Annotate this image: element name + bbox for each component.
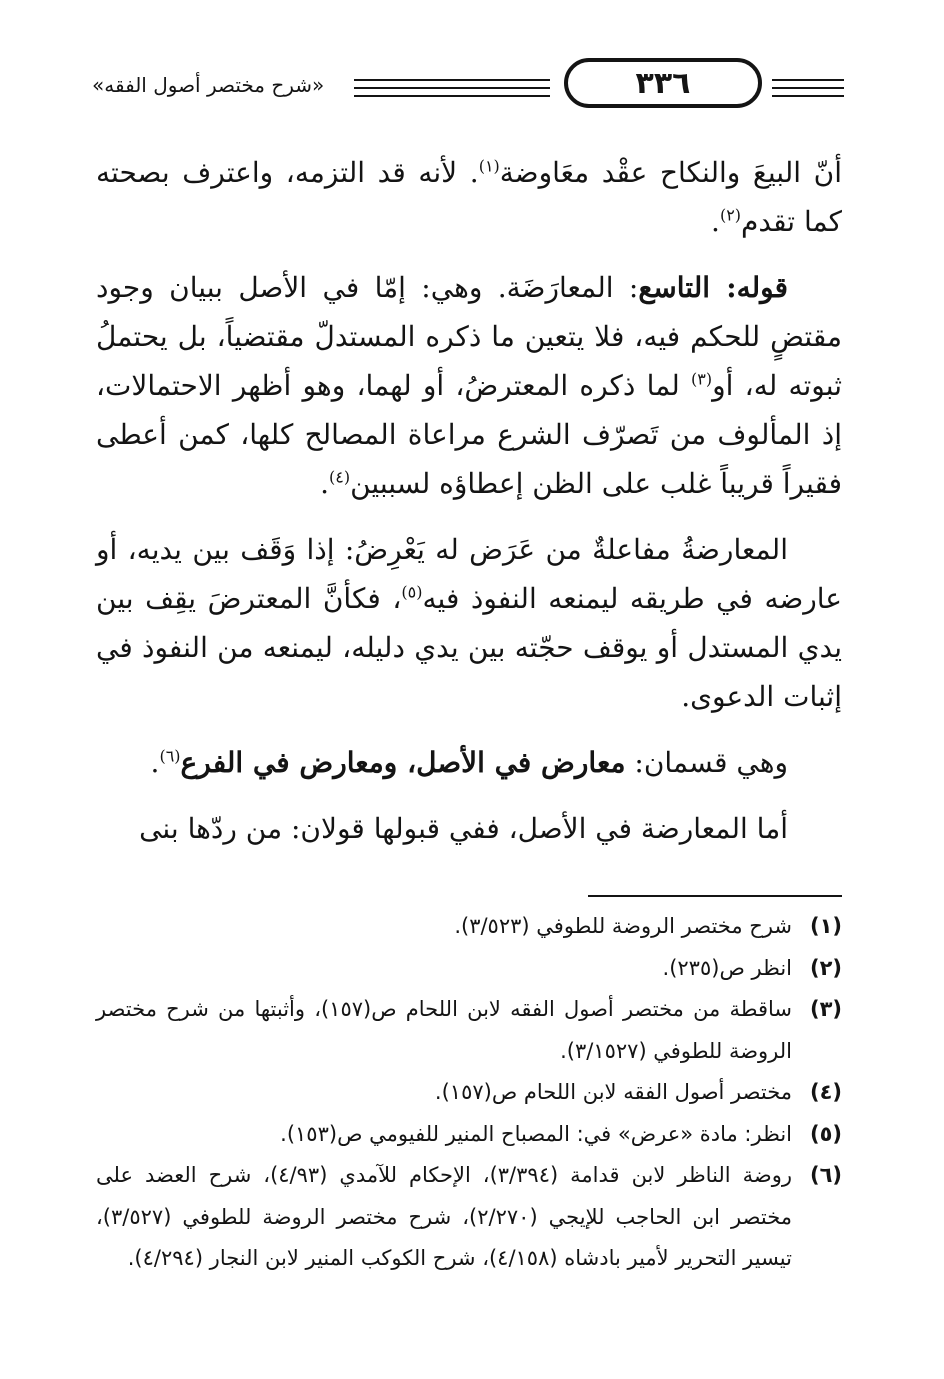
footnote-text: ساقطة من مختصر أصول الفقه لابن اللحام ص(١٥٧)، وأثبتها من شرح مختصر الروضة للطوفي (٣/١٥٢٧).	[96, 997, 792, 1063]
footnote-text: انظر: مادة «عرض» في: المصباح المنير للفيومي ص(١٥٣).	[280, 1121, 792, 1146]
footnote-text: روضة الناظر لابن قدامة (٣/٣٩٤)، الإحكام للآمدي (٤/٩٣)، شرح العضد على مختصر ابن الحاجب للإيجي (٢/٢٧٠)، شرح مختصر الروضة للطوفي (٣/٥٢٧)، تيسير التحرير لأمير بادشاه (٤/١٥٨)، شرح الكوكب المنير لابن النجار (٤/٢٩٤).	[96, 1163, 792, 1270]
paragraph	[96, 804, 842, 853]
footnote	[96, 906, 842, 948]
footnote	[96, 948, 842, 990]
paragraph	[96, 263, 842, 508]
footnote	[96, 1114, 842, 1156]
footnotes	[96, 906, 842, 1280]
header-rule	[772, 79, 844, 81]
main-text	[96, 148, 842, 870]
running-header	[92, 58, 844, 114]
text-run: . لأنه قد التزمه، واعترف بصحته كما تقدم	[96, 156, 842, 238]
footnote-text: انظر ص(٢٣٥).	[662, 955, 792, 980]
footnote-text: مختصر أصول الفقه لابن اللحام ص(١٥٧).	[434, 1080, 792, 1104]
bold-text-run: التاسع	[638, 271, 711, 304]
footnote-marker: (٦)	[159, 746, 181, 766]
bold-text-run: معارض في الأصل، ومعارض في الفرع	[180, 746, 626, 779]
footnote-marker: (٤)	[329, 467, 351, 487]
footnote-marker: (٣)	[691, 369, 713, 389]
footnote-separator	[588, 895, 842, 897]
text-run: .	[711, 205, 720, 238]
footnote-number: (١)	[809, 914, 842, 938]
footnote-number: (٦)	[809, 1163, 842, 1187]
footnote-marker: (١)	[478, 156, 500, 176]
paragraph	[96, 738, 842, 787]
bold-text-run: قوله:	[710, 271, 788, 304]
text-run: أما المعارضة في الأصل، ففي قبولها قولان: من ردّها بنى	[139, 812, 788, 845]
text-run: .	[150, 746, 160, 779]
page-number: ٣٣٦	[564, 58, 762, 108]
footnote-number: (٢)	[809, 955, 842, 980]
header-rule	[354, 79, 550, 81]
text-run: لما ذكره المعترضُ، أو لهما، وهو أظهر الاحتمالات، إذ المألوف من تَصرّف الشرع مراعاة المصالح كلها، كمن أعطى فقيراً قريباً غلب على الظن إعطاؤه لسببين	[96, 369, 842, 500]
footnote	[96, 1155, 842, 1280]
text-run: وهي قسمان:	[625, 746, 788, 779]
header-rule	[354, 95, 550, 97]
text-run: المعارضةُ مفاعلةٌ من عَرَض له يَعْرِضُ: إذا وَقَف بين يديه، أو عارضه في طريقه ليمنعه النفوذ فيه	[96, 533, 842, 615]
footnote	[96, 1072, 842, 1114]
footnote-text: شرح مختصر الروضة للطوفي (٣/٥٢٣).	[454, 914, 792, 938]
text-run: : المعارَضَة. وهي: إمّا في الأصل ببيان وجود مقتضٍ للحكم فيه، فلا يتعين ما ذكره المستدلّ مقتضياً، بل يحتملُ ثبوته له، أو	[96, 271, 842, 402]
text-run: أنّ البيعَ والنكاح عقْد معَاوضة	[499, 156, 842, 189]
footnote-number: (٤)	[809, 1080, 842, 1104]
footnote	[96, 989, 842, 1072]
footnote-marker: (٥)	[401, 582, 423, 602]
header-rule	[772, 87, 844, 89]
paragraph	[96, 148, 842, 246]
paragraph	[96, 525, 842, 721]
text-run: .	[320, 467, 329, 500]
footnote-number: (٥)	[809, 1121, 842, 1146]
text-run: ، فكأنَّ المعترضَ يقِف بين يدي المستدل أو يوقف حجّته بين يدي دليله، ليمنعه من النفوذ في إثبات الدعوى.	[96, 582, 842, 713]
running-title: «شرح مختصر أصول الفقه»	[92, 73, 325, 97]
footnote-number: (٣)	[809, 997, 842, 1021]
footnote-marker: (٢)	[719, 205, 742, 225]
header-rule	[354, 87, 550, 89]
header-rule	[772, 95, 844, 97]
